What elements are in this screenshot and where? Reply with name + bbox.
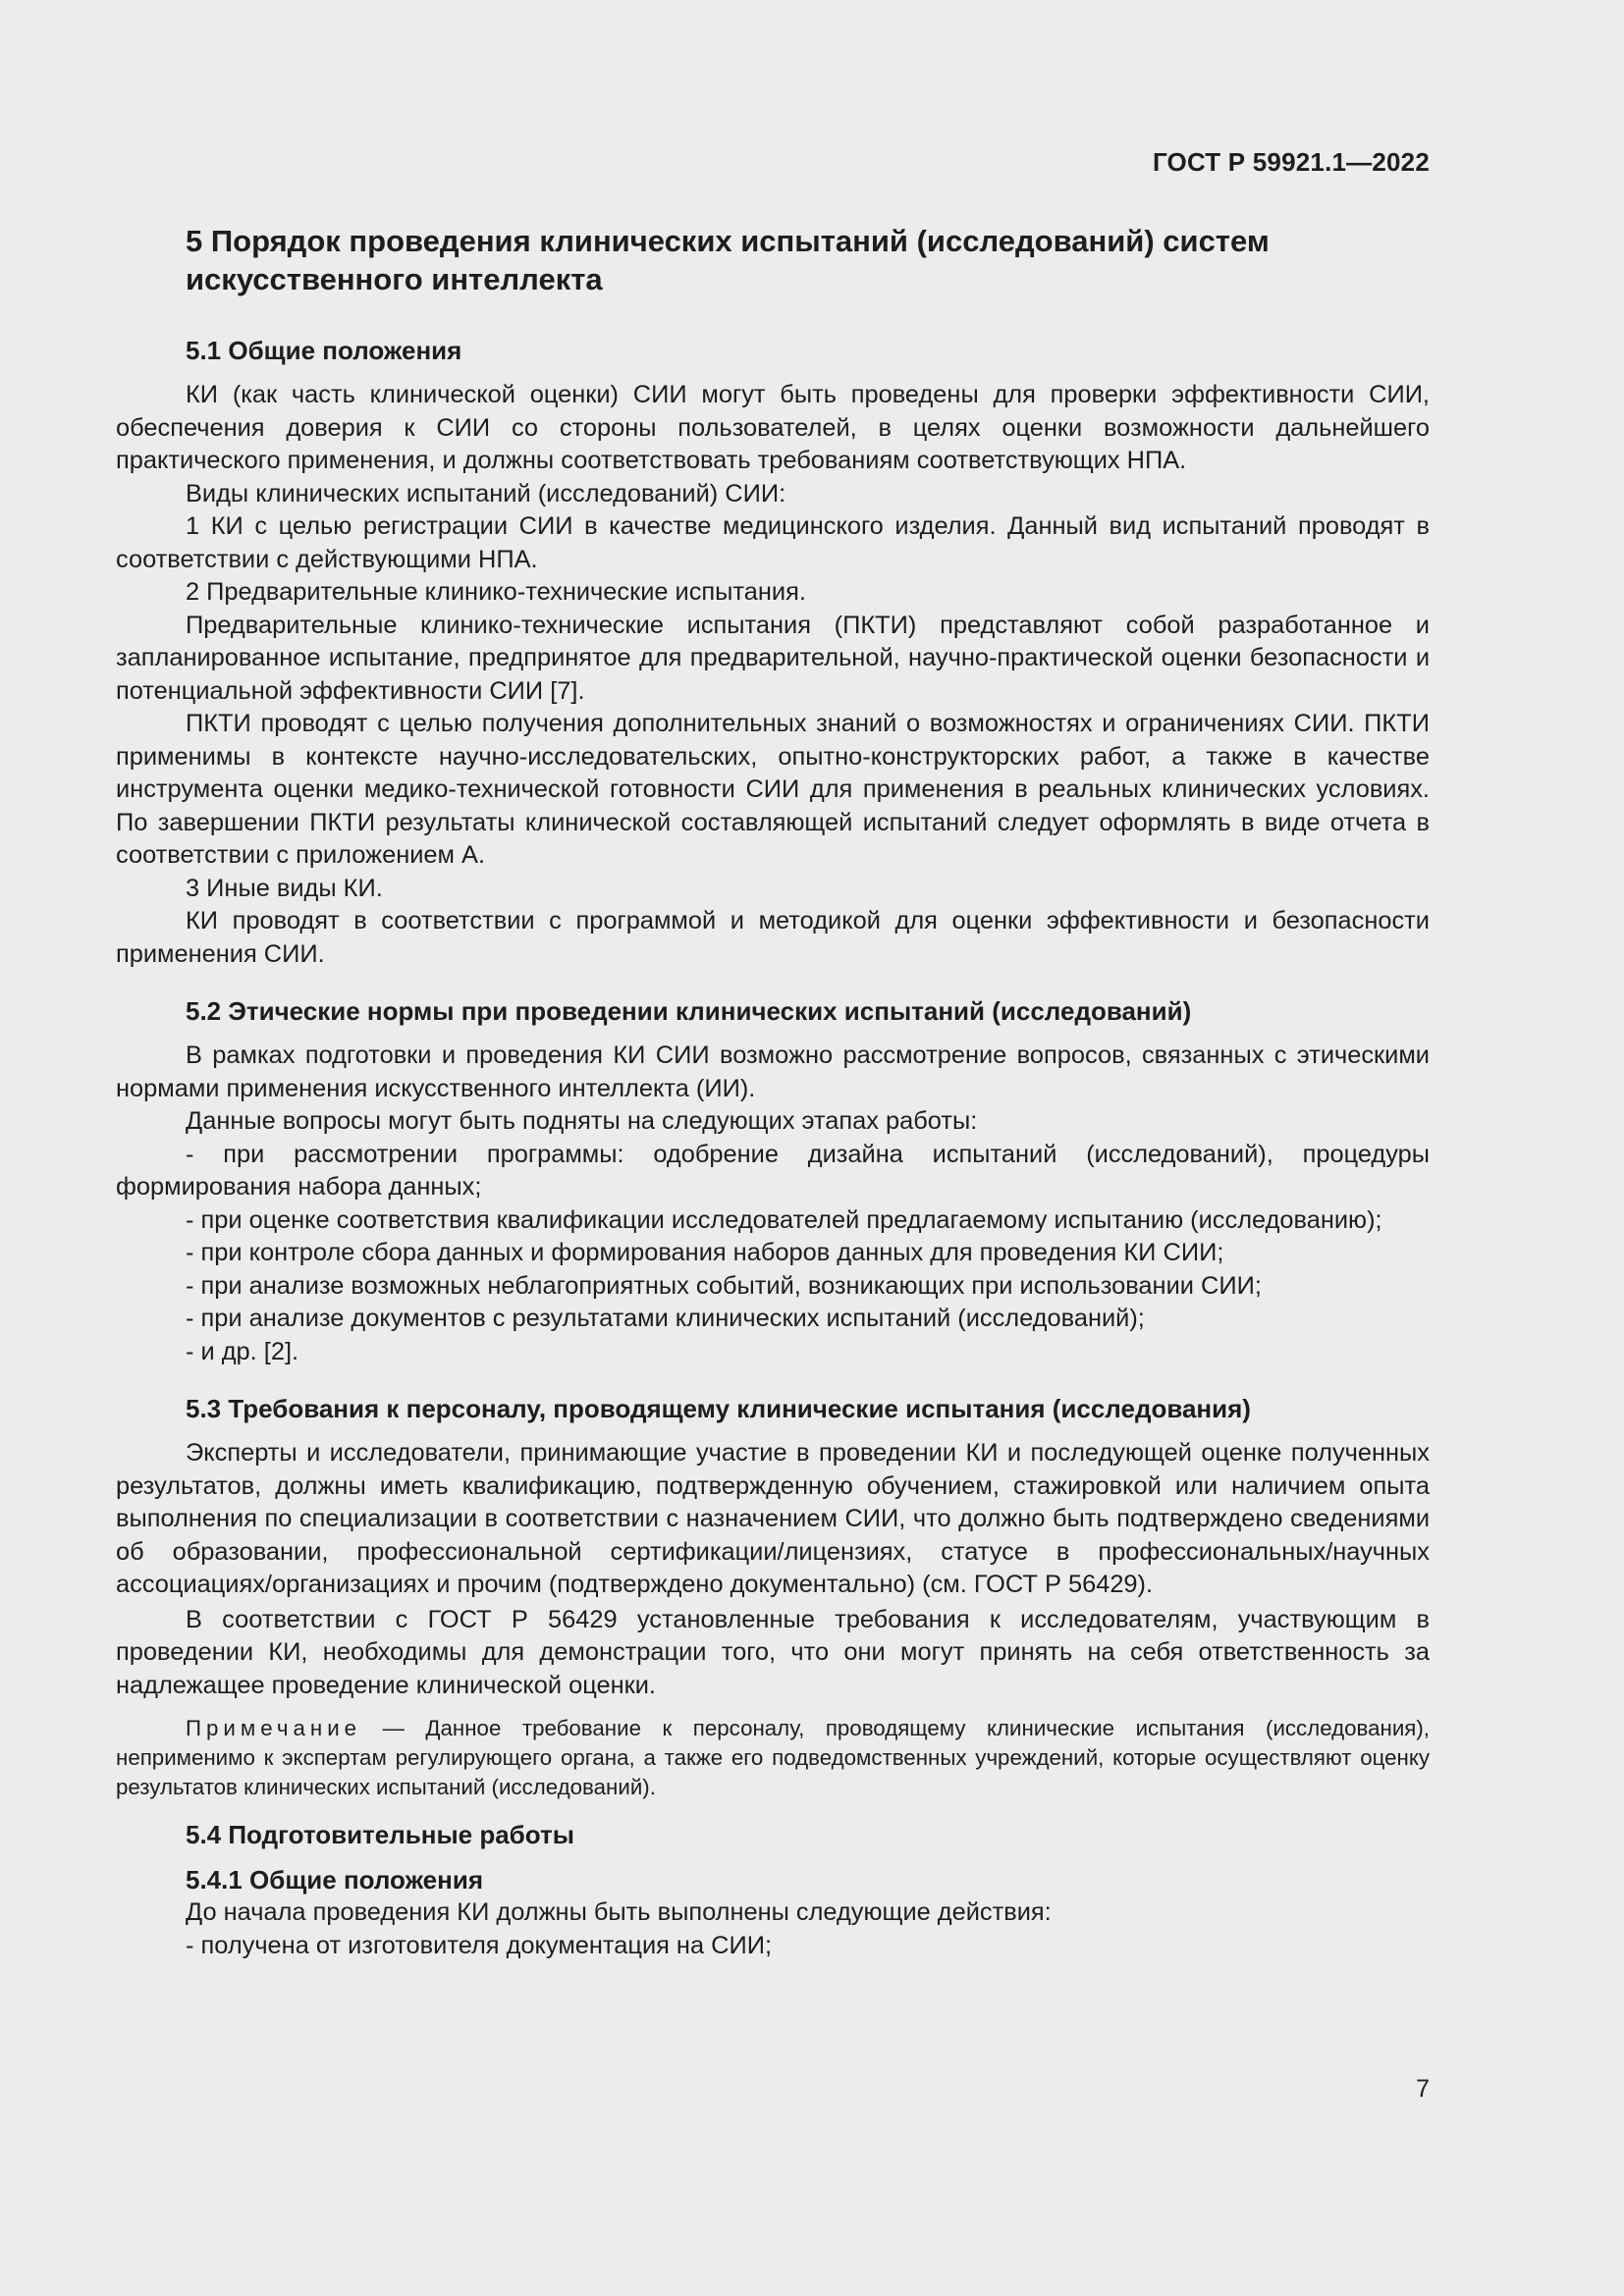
paragraph: КИ (как часть клинической оценки) СИИ могут быть проведены для проверки эффективности СИИ, обеспечения доверия к СИИ со стороны пользователей, в целях оценки возможности дальнейшего практического применения, и должны соответствовать требованиям соответствующих НПА. — [116, 381, 1430, 474]
note — [116, 1714, 1430, 1802]
list-item: - получена от изготовителя документация на СИИ; — [186, 1931, 773, 1959]
paragraph: Предварительные клинико-технические испытания (ПКТИ) представляют собой разработанное и запланированное испытание, предпринятое для предварительной, научно-практической оценки безопасности и потенциальной эффективности СИИ [7]. — [116, 611, 1430, 705]
document-code: ГОСТ Р 59921.1—2022 — [1152, 147, 1430, 177]
paragraph: ПКТИ проводят с целью получения дополнительных знаний о возможностях и ограничениях СИИ. ПКТИ применимы в контексте научно-исследовательских, опытно-конструкторских работ, а также в качестве инструмента оценки медико-технической готовности СИИ для применения в реальных клинических условиях. По завершении ПКТИ результаты клинической составляющей испытаний следует оформлять в виде отчета в соответствии с приложением А. — [116, 710, 1430, 869]
list-item: - при оценке соответствия квалификации исследователей предлагаемому испытанию (исследованию); — [186, 1205, 1382, 1234]
section-5-1-heading: 5.1 Общие положения — [186, 336, 462, 365]
note-label: Примечание — [186, 1716, 362, 1740]
list-item: - при рассмотрении программы: одобрение дизайна испытаний (исследований), процедуры формирования набора данных; — [116, 1140, 1430, 1201]
list-item: - при контроле сбора данных и формирования наборов данных для проведения КИ СИИ; — [186, 1239, 1224, 1266]
paragraph: До начала проведения КИ должны быть выполнены следующие действия: — [186, 1898, 1052, 1926]
paragraph: Виды клинических испытаний (исследований) СИИ: — [186, 479, 786, 507]
list-item: - и др. [2]. — [186, 1337, 299, 1365]
section-5-3-heading: 5.3 Требования к персоналу, проводящему клинические испытания (исследования) — [186, 1394, 1251, 1423]
section-5-4-1-heading: 5.4.1 Общие положения — [186, 1865, 483, 1895]
section-5-title: 5 Порядок проведения клинических испытаний (исследований) систем искусственного интеллекта — [186, 224, 1270, 296]
paragraph: Данные вопросы могут быть подняты на следующих этапах работы: — [186, 1107, 978, 1135]
section-5-2-heading: 5.2 Этические нормы при проведении клинических испытаний (исследований) — [186, 996, 1192, 1026]
section-5-4-heading: 5.4 Подготовительные работы — [186, 1820, 574, 1849]
paragraph: КИ проводят в соответствии с программой и методикой для оценки эффективности и безопасности применения СИИ. — [116, 907, 1430, 968]
paragraph: В рамках подготовки и проведения КИ СИИ возможно рассмотрение вопросов, связанных с этическими нормами применения искусственного интеллекта (ИИ). — [116, 1041, 1430, 1102]
page-number: 7 — [1416, 2075, 1430, 2103]
document-body — [116, 222, 1430, 1962]
paragraph: 1 КИ с целью регистрации СИИ в качестве медицинского изделия. Данный вид испытаний проводят в соответствии с действующими НПА. — [116, 512, 1430, 573]
paragraph: 2 Предварительные клинико-технические испытания. — [186, 578, 806, 606]
paragraph: 3 Иные виды КИ. — [186, 874, 383, 902]
paragraph: В соответствии с ГОСТ Р 56429 установленные требования к исследователям, участвующим в проведении КИ, необходимы для демонстрации того, что они могут принять на себя ответственность за надлежащее проведение клинической оценки. — [116, 1605, 1430, 1699]
list-item: - при анализе возможных неблагоприятных событий, возникающих при использовании СИИ; — [186, 1271, 1262, 1300]
list-item: - при анализе документов с результатами клинических испытаний (исследований); — [186, 1305, 1145, 1332]
paragraph: Эксперты и исследователи, принимающие участие в проведении КИ и последующей оценке полученных результатов, должны иметь квалификацию, подтвержденную обучением, стажировкой или наличием опыта выполнения по специализации в соответствии с назначением СИИ, что должно быть подтверждено сведениями об образовании, профессиональной сертификации/лицензиях, статусе в профессиональных/научных ассоциациях/организациях и прочим (подтверждено документально) (см. ГОСТ Р 56429). — [116, 1439, 1430, 1598]
note-text: — Данное требование к персоналу, проводящему клинические испытания (исследования), неприменимо к экспертам регулирующего органа, а также его подведомственных учреждений, которые осуществляют оценку результатов клинических испытаний (исследований). — [116, 1716, 1430, 1799]
